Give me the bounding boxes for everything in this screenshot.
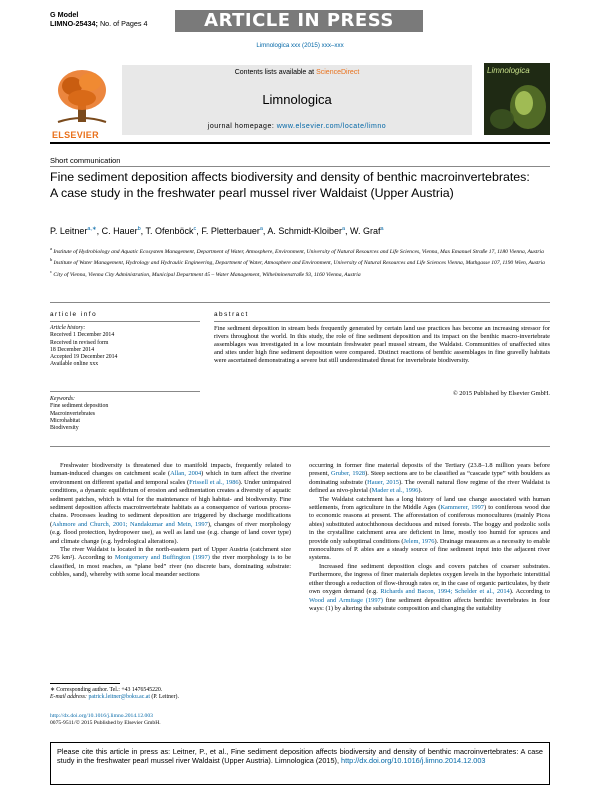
body-text: the river morphology is to be classified, in most reaches, as “plane bed” river (no discrete bars, dominating substrate: cobbles, sand), whereby with some local meander sections [50, 554, 291, 579]
contents-prefix: Contents lists available at [234, 69, 315, 76]
author-affil-mark[interactable]: c [193, 226, 197, 232]
citation-box [50, 742, 550, 785]
keyword-item: Microhabitat [50, 417, 80, 424]
author-affil-mark[interactable]: a,∗ [87, 226, 97, 232]
keywords-label: Keywords: [50, 396, 75, 402]
body-column-left [50, 462, 291, 580]
body-text: ) which in turn affect the riverine environment on different spatial and temporal scales ( [50, 470, 291, 486]
citation-text: Please cite this article in press as: Leitner, P., et al., Fine sediment deposition affects biodiversity and density of benthic macroinvertebrates: A case study in the freshwater pearl mussel river Waldaist (Upper Austria). Limnologica (2015), [57, 747, 543, 766]
masthead-center [122, 65, 472, 135]
abstract-copyright: © 2015 Published by Elsevier GmbH. [452, 390, 550, 397]
email-owner: (P. Leitner). [151, 694, 179, 701]
affiliation-item [50, 268, 550, 279]
citation-link[interactable]: Ashmore and Church, 2001; Nandakumar and Mein, 1997 [52, 520, 208, 528]
body-text: ). Under unimpaired conditions, a dynamic equilibrium of erosion and sedimentation creates a diversity of aquatic sediment patches, which is vital for the maintenance of high habitat- and biodiversity. Fine sediment deposition affects macroinvertebrate habitats as a consequence of various process-chains. Processes leading to sediment deposition are triggered by discharge modifications ( [50, 478, 291, 528]
body-text: ) to coniferous wood due to economic reasons at present. The afforestation of coniferous monocultures (mainly Picea abies) substituted autochthonous deciduous and mixed forests. The boggy and podzolic soils in the crystalline catchment area are deficient in lime, mostly too humid for spruces and provide only suboptimal conditions ( [309, 504, 550, 545]
email-label: E-mail address: [50, 694, 87, 701]
page-count: No. of Pages 4 [99, 18, 148, 28]
abstract-text: Fine sediment deposition in stream beds frequently generated by certain land use practices has become an increasing stressor for rivers throughout the world. In this study, the role of fine sediment deposition and its impact on the benthic macro-invertebrate assemblages was investigated in a low mountain freshwater pearl mussel stream, the Waldaist. Communities of unaffected sites and sites under high fine sediment deposition were compared. Distinct reactions of benthic assemblages in fine gravelly habitats were ascertained demonstrating a severe but still underestimated threat for invertebrate biodiversity. [214, 325, 550, 365]
author-affil-mark[interactable]: a [259, 226, 263, 232]
author-separator: , [262, 226, 268, 236]
author-name[interactable]: C. Hauer [101, 226, 138, 236]
author-name[interactable]: F. Pletterbauer [201, 226, 260, 236]
body-paragraph [309, 496, 550, 563]
author-affil-mark[interactable]: a [380, 226, 384, 232]
issn-line: 0075-9511/© 2015 Published by Elsevier GmbH. [50, 720, 161, 727]
history-line: 18 December 2014 [50, 346, 95, 353]
body-paragraph [50, 546, 291, 580]
history-line: Accepted 19 December 2014 [50, 354, 118, 361]
keyword-list [50, 403, 200, 432]
divider [50, 321, 200, 322]
citation-doi-link[interactable]: http://dx.doi.org/10.1016/j.limno.2014.12.003 [341, 756, 486, 766]
top-bar [0, 0, 600, 38]
journal-cover-image [484, 63, 550, 135]
history-line: Received 1 December 2014 [50, 332, 115, 339]
divider [50, 302, 550, 303]
author-affil-mark[interactable]: b [137, 226, 141, 232]
homepage-link[interactable]: www.elsevier.com/locate/limno [276, 123, 387, 130]
author-name[interactable]: A. Schmidt-Kloiber [267, 226, 342, 236]
article-code: LIMNO-25434; [50, 18, 98, 28]
doi-link[interactable]: http://dx.doi.org/10.1016/j.limno.2014.12.003 [50, 713, 153, 719]
affiliation-text: City of Vienna, Vienna City Administration, Municipal Department 45 – Water Management, Wilhelminenstraße 93, 1160 Vienna, Austria [52, 271, 361, 278]
body-text: Freshwater biodiversity is threatened due to manifold impacts, frequently related to human-induced changes on catchment scale ( [50, 462, 291, 478]
homepage-line [122, 123, 472, 130]
keyword-item: Biodiversity [50, 425, 79, 432]
body-text: ). The overall natural flow regime of the river Waldaist is defined as nivo-pluvial ( [309, 478, 550, 495]
body-text: ), changes of river morphology (e.g. flood protection, hydropower use), as well as land use (e.g. change of land cover type) and climate change (e.g. hydrological alterations). [50, 520, 291, 545]
author-separator: , [345, 226, 351, 236]
affiliations [50, 245, 550, 279]
history-line: Available online xxx [50, 361, 99, 368]
citation-link[interactable]: Kammerer, 1997 [440, 504, 485, 512]
email-link[interactable]: patrick.leitner@boku.ac.at [88, 694, 150, 701]
citation-link[interactable]: Wood and Armitage (1997) [309, 596, 383, 604]
article-title: Fine sediment deposition affects biodiversity and density of benthic macroinvertebrates: A case study in the freshwater pearl mussel river Waldaist (Upper Austria) [50, 170, 530, 200]
journal-cite-line[interactable]: Limnologica xxx (2015) xxx–xxx [256, 42, 344, 49]
body-text: ). Steep sections are to be classified as “cascade type” with boulders as dominating substrate ( [309, 470, 550, 486]
corresponding-author: ∗ Corresponding author. Tel.: +43 1476545220. [50, 687, 163, 693]
elsevier-tree-logo [50, 64, 114, 136]
section-type: Short communication [50, 156, 121, 165]
homepage-prefix: journal homepage: [207, 123, 275, 130]
gmodel-label: G Model [50, 10, 79, 19]
divider [50, 166, 550, 167]
affiliation-item [50, 256, 550, 267]
publisher-name: ELSEVIER [52, 130, 99, 140]
author-separator: , [96, 226, 102, 236]
body-text: occurring in former fine material deposits of the Tertiary (23.8–1.8 million years before present, [309, 462, 550, 478]
body-text: fine sediment deposition affects benthic invertebrates in four ways: (1) by altering the substrate composition and changing the suitability [309, 596, 550, 612]
body-column-right [309, 462, 550, 613]
citation-link[interactable]: Hauer, 2015 [367, 478, 399, 486]
author-name[interactable]: W. Graf [350, 226, 381, 236]
affiliation-mark: b [50, 257, 53, 263]
history-line: Received in revised form [50, 339, 109, 346]
body-text: Increased fine sediment deposition clogs and covers patches of coarser substrates. Furthermore, the ingress of finer materials depletes oxygen levels in the hyporheic interstitial either through a reduction of flow-through rates or, in the case of organic particulates, by their own oxygen demand (e.g. [309, 562, 550, 596]
author-name[interactable]: T. Ofenböck [145, 226, 194, 236]
article-info-heading: article info [50, 311, 98, 318]
body-paragraph [50, 462, 291, 546]
citation-link[interactable]: Allan, 2004 [170, 470, 202, 478]
citation-link[interactable]: Frissell et al., 1986 [189, 478, 239, 486]
body-paragraph [309, 462, 550, 496]
body-text: ). Drainage measures as a necessity to enable monocultures of P. abies are a steady source of fine sediment input into the adjacent river systems. [309, 537, 550, 562]
history-list [50, 332, 200, 368]
cover-photo-graphic [484, 63, 550, 135]
affiliation-mark: a [50, 246, 52, 251]
citation-link[interactable]: Mader et al., 1996 [371, 487, 419, 495]
article-history [50, 325, 200, 369]
masthead-rule [50, 142, 550, 144]
footnote-rule [50, 683, 120, 684]
keywords [50, 396, 200, 432]
sciencedirect-link[interactable]: ScienceDirect [316, 69, 360, 76]
author-separator: , [196, 226, 202, 236]
keyword-item: Macroinvertebrates [50, 410, 96, 417]
abstract-heading: abstract [214, 311, 249, 318]
citation-link[interactable]: Montgomery and Buffington (1997) [114, 554, 210, 562]
citation-link[interactable]: Richards and Bacon, 1994; Schelder et al., 2014 [380, 588, 510, 596]
author-separator: , [140, 226, 146, 236]
body-text: ). [418, 487, 423, 495]
body-text: The river Waldaist is located in the north-eastern part of Upper Austria (catchment size 276 km²). According to [50, 546, 291, 562]
keyword-item: Fine sediment deposition [50, 403, 109, 410]
divider [50, 391, 200, 392]
divider [50, 446, 550, 447]
footnote [50, 687, 291, 702]
body-text: ). According to [509, 588, 551, 596]
email-line [50, 694, 291, 701]
affiliation-item [50, 245, 550, 256]
affiliation-mark: c [50, 268, 52, 274]
contents-line [122, 69, 472, 76]
body-text: The Waldaist catchment has a long history of land use change associated with human settlements, from agriculture in the Middle Ages ( [309, 495, 550, 512]
author-list [50, 226, 550, 236]
article-in-press-banner: ARTICLE IN PRESS [175, 10, 423, 32]
author-affil-mark[interactable]: a [341, 226, 346, 232]
gmodel-block [50, 11, 148, 28]
author-name[interactable]: P. Leitner [50, 226, 88, 236]
citation-link[interactable]: Jelem, 1976 [403, 537, 435, 545]
body-paragraph [309, 563, 550, 613]
doi-block [50, 713, 350, 728]
journal-title: Limnologica [262, 92, 332, 107]
history-label: Article history: [50, 325, 86, 331]
citation-link[interactable]: Gruber, 1928 [330, 470, 366, 478]
affiliation-text: Institute of Hydrobiology and Aquatic Ecosystem Management, Department of Water, Atmosphere, Environment, University of Natural Resources and Life Sciences, Vienna, Max Emanuel Straße 17, 1180 Vienna, Austria [52, 248, 544, 255]
journal-masthead [50, 52, 550, 146]
cover-title: Limnologica [487, 66, 530, 75]
affiliation-text: Institute of Water Management, Hydrology and Hydraulic Engineering, Department of Water, Atmosphere and Environment, University of Natural Resources and Life Sciences Vienna, Muthgasse 107, 1190 Wien, Austria [52, 260, 545, 267]
divider [214, 321, 550, 322]
